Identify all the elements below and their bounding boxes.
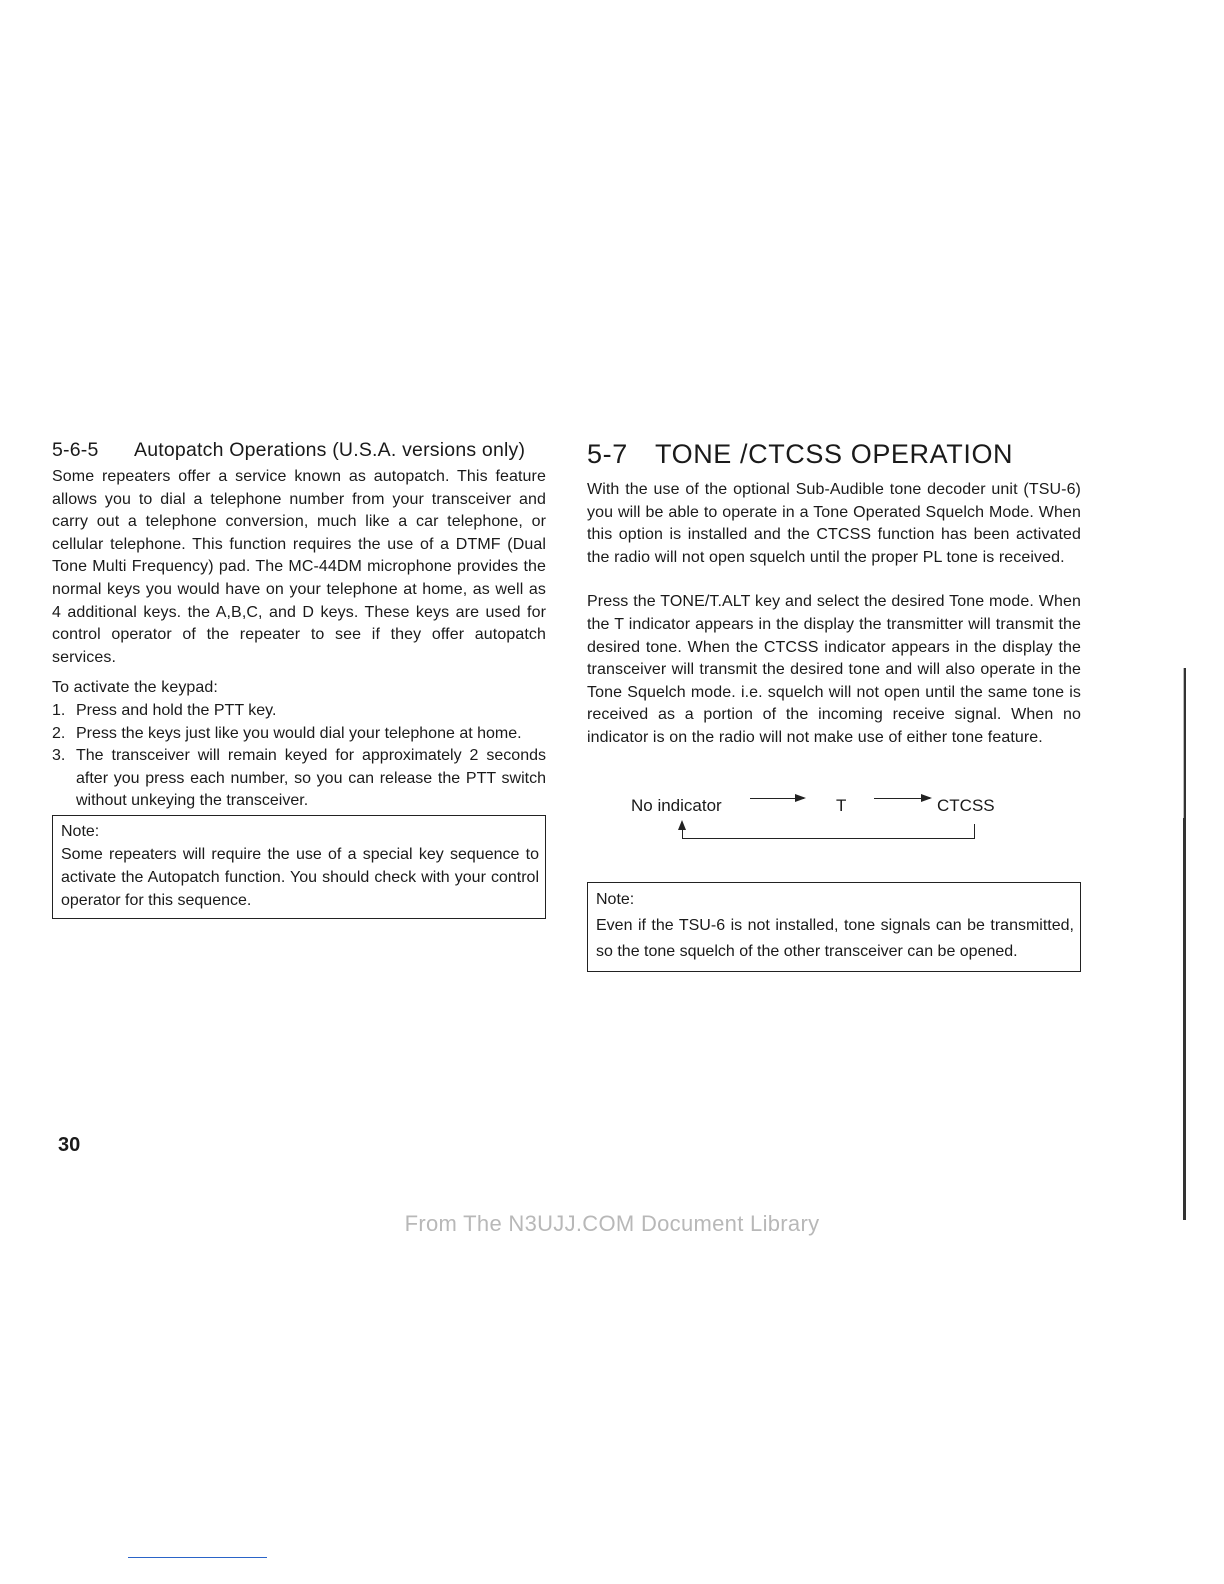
list-item: 2. Press the keys just like you would dial your telephone at home.	[52, 724, 522, 742]
bottom-divider	[128, 1557, 267, 1558]
section-heading-tone-ctcss	[587, 438, 1081, 470]
tone-intro-paragraph: With the use of the optional Sub-Audible tone decoder unit (TSU-6) you will be able to operate in a Tone Operated Squelch Mode. When this option is installed and the CTCSS function has been activated the radio will not open squelch until the proper PL tone is received.	[587, 481, 1081, 566]
diagram-state-ctcss: CTCSS	[937, 795, 995, 815]
keypad-heading: To activate the keypad:	[52, 679, 218, 697]
return-line-icon	[682, 824, 975, 839]
right-column	[587, 438, 1081, 972]
list-item: 3. The transceiver will remain keyed for approximately 2 seconds after you press each number, so you can release the PTT switch without unkeying the transceiver.	[52, 747, 546, 810]
tone-mode-cycle-diagram	[587, 796, 1081, 880]
section-number: 5-7	[587, 439, 628, 469]
tone-mode-paragraph: Press the TONE/T.ALT key and select the desired Tone mode. When the T indicator appears in the display the transmitter will transmit the desired tone. When the CTCSS indicator appears in the display the transceiver will transmit the desired tone and will also operate in the Tone Squelch mode. i.e. squelch will not open until the same tone is received as a portion of the incoming receive signal. When no indicator is on the radio will not make use of either tone feature.	[587, 593, 1081, 746]
section-heading-autopatch	[52, 438, 546, 462]
keypad-steps-list	[52, 700, 546, 813]
arrow-right-icon	[750, 798, 804, 799]
diagram-state-t: T	[836, 795, 847, 815]
note-label: Note:	[596, 890, 635, 908]
section-title: TONE /CTCSS OPERATION	[655, 439, 1014, 469]
list-item: 1. Press and hold the PTT key.	[52, 701, 277, 719]
note-text: Some repeaters will require the use of a special key sequence to activate the Autopatch function. You should check with your control operator for this sequence.	[61, 845, 539, 909]
arrow-right-icon	[874, 798, 930, 799]
footer-watermark: From The N3UJJ.COM Document Library	[404, 1211, 820, 1236]
autopatch-intro-paragraph: Some repeaters offer a service known as autopatch. This feature allows you to dial a telephone number from your transceiver and carry out a telephone conversion, much like a car telephone, or cellular telephone. This function requires the use of a DTMF (Dual Tone Multi Frequency) pad. The MC-44DM microphone provides the normal keys you would have on your telephone at home, as well as 4 additional keys. the A,B,C, and D keys. These keys are used for control operator of the repeater to see if they offer autopatch services.	[52, 468, 546, 666]
page-number: 30	[58, 1134, 81, 1156]
section-number: 5-6-5	[52, 439, 99, 461]
scan-edge-shadow	[1183, 668, 1184, 818]
section-title: Autopatch Operations (U.S.A. versions only)	[134, 439, 526, 461]
autopatch-note-box	[52, 815, 546, 919]
diagram-state-no-indicator: No indicator	[631, 795, 722, 815]
left-column	[52, 438, 546, 919]
tsu6-note-box	[587, 882, 1081, 972]
arrow-up-icon	[682, 824, 683, 838]
note-label: Note:	[61, 822, 100, 840]
note-text: Even if the TSU-6 is not installed, tone signals can be transmitted, so the tone squelch of the other transceiver can be opened.	[596, 916, 1074, 960]
